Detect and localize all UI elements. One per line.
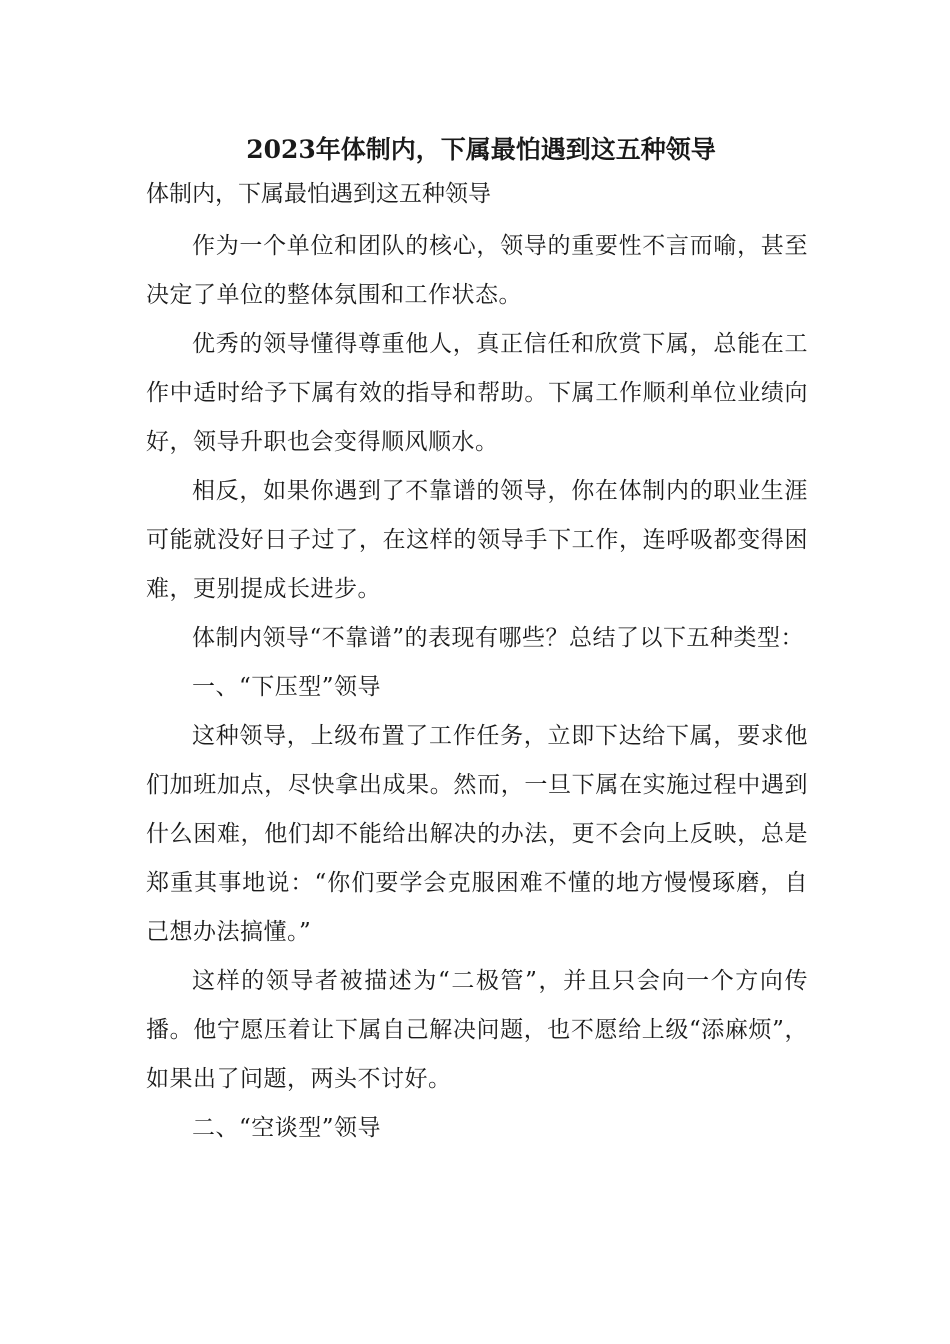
section-1-heading: 一、“下压型”领导	[192, 674, 382, 700]
section-1-paragraph-2: 这样的领导者被描述为“二极管”，并且只会向一个方向传播。他宁愿压着让下属自己解决问题，也不愿给上级“添麻烦”，如果出了问题，两头不讨好。	[146, 968, 808, 1092]
document-subtitle: 体制内，下属最怕遇到这五种领导	[146, 181, 491, 207]
intro-paragraph-3: 相反，如果你遇到了不靠谱的领导，你在体制内的职业生涯可能就没好日子过了，在这样的领导手下工作，连呼吸都变得困难，更别提成长进步。	[146, 478, 808, 602]
intro-paragraph-4: 体制内领导“不靠谱”的表现有哪些？总结了以下五种类型：	[192, 625, 805, 651]
section-1-paragraph-1: 这种领导，上级布置了工作任务，立即下达给下属，要求他们加班加点，尽快拿出成果。然而，一旦下属在实施过程中遇到什么困难，他们却不能给出解决的办法，更不会向上反映，总是郑重其事地说：“你们要学会克服困难不懂的地方慢慢琢磨，自己想办法搞懂。”	[146, 723, 808, 945]
intro-paragraph-2: 优秀的领导懂得尊重他人，真正信任和欣赏下属，总能在工作中适时给予下属有效的指导和帮助。下属工作顺利单位业绩向好，领导升职也会变得顺风顺水。	[146, 331, 808, 455]
intro-paragraph-1: 作为一个单位和团队的核心，领导的重要性不言而喻，甚至决定了单位的整体氛围和工作状态。	[146, 233, 808, 308]
document-page	[146, 128, 808, 1153]
section-2-heading: 二、“空谈型”领导	[192, 1115, 382, 1141]
document-title: 2023年体制内，下属最怕遇到这五种领导	[246, 135, 716, 164]
